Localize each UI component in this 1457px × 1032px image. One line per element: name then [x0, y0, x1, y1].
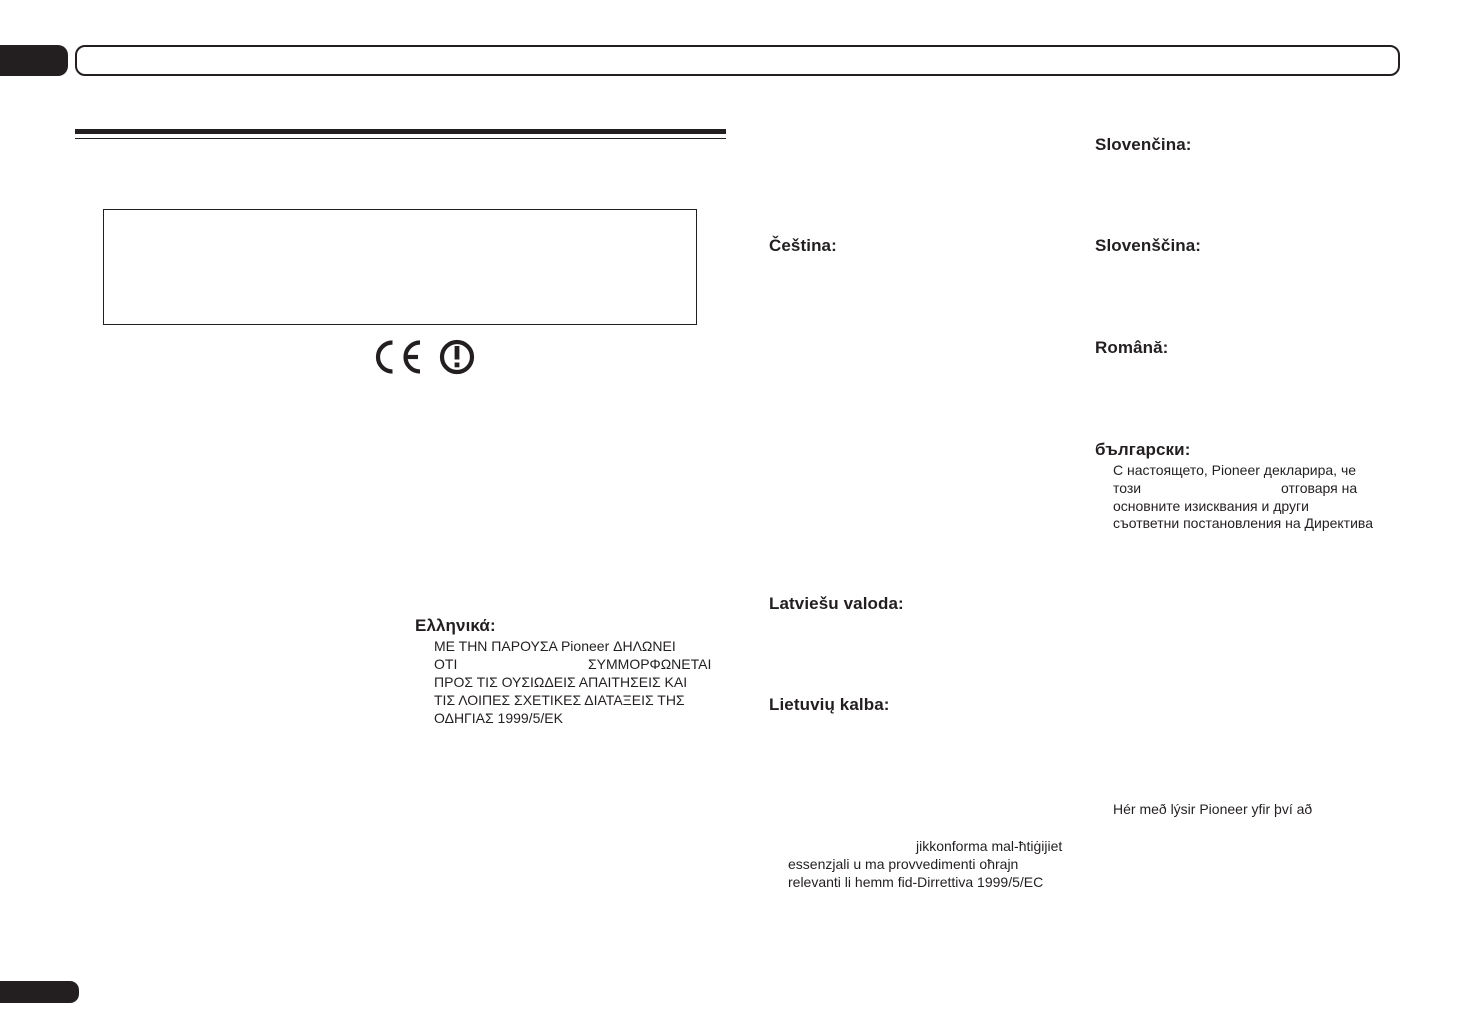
ellinika-line-5: ΟΔΗΓΙΑΣ 1999/5/ΕΚ [434, 710, 563, 726]
ellinika-line-2b: ΣΥΜΜΟΡΦΩΝΕΤΑΙ [588, 656, 712, 672]
section-rule-thick [75, 129, 726, 134]
heading-ellinika: Ελληνικά: [415, 616, 496, 635]
ellinika-line-2a: ΟΤΙ [434, 656, 458, 672]
heading-lietuviu: Lietuvių kalba: [769, 695, 890, 714]
heading-slovencina: Slovenčina: [1095, 135, 1192, 154]
section-rule-thin [75, 138, 726, 139]
islenska-line-1: Hér með lýsir Pioneer yfir því að [1113, 801, 1313, 817]
heading-cestina: Čeština: [769, 236, 837, 255]
heading-balgarski: български: [1095, 440, 1191, 459]
malti-line-3: relevanti li hemm fid-Dirrettiva 1999/5/EC [788, 874, 1044, 890]
balgarski-line-4: съответни постановления на Директива [1113, 515, 1373, 531]
balgarski-line-1: С настоящето, Pioneer декларира, че [1113, 462, 1357, 478]
malti-line-2: essenzjali u ma provvedimenti oħrajn [788, 856, 1019, 872]
heading-slovenscina: Slovenščina: [1095, 236, 1202, 255]
ce-mark-icon [378, 343, 420, 372]
page-number-tab [0, 981, 79, 1003]
balgarski-line-3: основните изисквания и други [1113, 498, 1309, 514]
ellinika-line-1: ΜΕ ΤΗΝ ΠΑΡΟΥΣΑ Pioneer ΔΗΛΩΝΕΙ [434, 638, 676, 654]
ellinika-line-3: ΠΡΟΣ ΤΙΣ ΟΥΣΙΩΔΕΙΣ ΑΠΑΙΤΗΣΕΙΣ ΚΑΙ [434, 674, 688, 690]
declaration-box [103, 209, 697, 325]
header-bar [75, 45, 1400, 76]
class-2-alert-icon [442, 342, 472, 372]
ellinika-line-4: ΤΙΣ ΛΟΙΠΕΣ ΣΧΕΤΙΚΕΣ ΔΙΑΤΑΞΕΙΣ ΤΗΣ [434, 692, 685, 708]
heading-romana: Română: [1095, 338, 1169, 357]
page-tab-marker [0, 45, 68, 76]
balgarski-line-2a: този [1113, 480, 1142, 496]
compliance-marks [372, 336, 482, 378]
balgarski-line-2b: отговаря на [1281, 480, 1358, 496]
malti-line-1: jikkonforma mal-ħtiġijiet [916, 838, 1063, 854]
heading-latviesu: Latviešu valoda: [769, 594, 904, 613]
